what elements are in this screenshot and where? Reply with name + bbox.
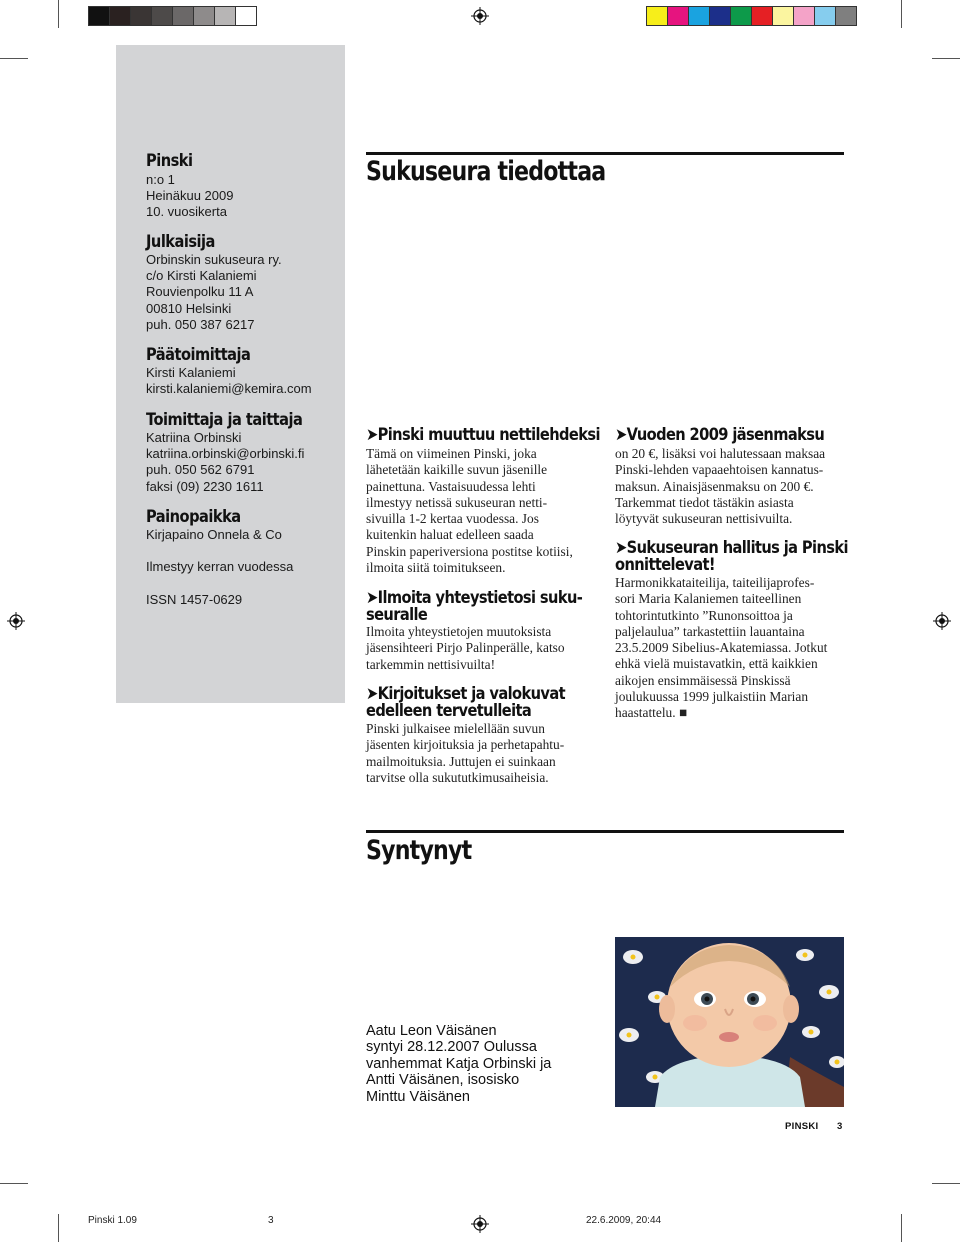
crop-mark (0, 1183, 28, 1184)
body-line: painettuna. Vastaisuudessa lehti (366, 478, 536, 494)
crop-mark (58, 0, 59, 28)
sidebar-line: Rouvienpolku 11 A (146, 284, 254, 299)
color-swatch (215, 7, 236, 25)
sidebar-heading: Painopaikka (146, 507, 241, 527)
slug-filename: Pinski 1.09 (88, 1215, 137, 1226)
color-swatch (236, 7, 256, 25)
crop-mark (0, 58, 28, 59)
slug-page: 3 (268, 1215, 274, 1226)
announcement-line: Minttu Väisänen (366, 1088, 470, 1105)
article-heading (615, 540, 848, 574)
registration-mark-icon (471, 1215, 489, 1233)
body-line: paljelaulua” tarkastettiin lauantaina (615, 623, 805, 639)
body-line: joulukuussa 1999 julkaistiin Marian (615, 689, 809, 705)
body-line: kuitenkin haluat edelleen saada (366, 527, 534, 543)
registration-mark-icon (7, 612, 25, 630)
sidebar-line: 00810 Helsinki (146, 301, 232, 316)
body-line: sivuilla 1-2 kertaa vuodessa. Jos (366, 511, 539, 527)
article-heading (366, 686, 565, 720)
crop-mark (932, 1183, 960, 1184)
crop-mark (901, 1214, 902, 1242)
sidebar-line: faksi (09) 2230 1611 (146, 479, 264, 494)
body-line: ehkä vielä muistavatkin, että kaikkien (615, 656, 818, 672)
sidebar-line: Katriina Orbinski (146, 430, 242, 445)
color-swatch (647, 7, 668, 25)
section-title: Syntynyt (366, 835, 472, 866)
color-swatch (731, 7, 752, 25)
article-heading-line: ➤Ilmoita yhteystietosi suku- (366, 588, 583, 608)
announcement-line: Aatu Leon Väisänen (366, 1023, 497, 1039)
body-line: Ilmoita yhteystietojen muutoksista (366, 624, 552, 639)
article-heading-line: onnittelevat! (615, 555, 715, 575)
sidebar-line: n:o 1 (146, 172, 175, 187)
body-line: Pinski julkaisee mielellään suvun (366, 721, 545, 736)
body-line: lähetetään kaikille suvun jäsenille (366, 462, 548, 478)
body-line: sori Maria Kalaniemen taiteellinen (615, 591, 802, 607)
color-swatch (710, 7, 731, 25)
color-swatch (836, 7, 856, 25)
sidebar-heading: Julkaisija (146, 232, 215, 252)
sidebar-line: puh. 050 387 6217 (146, 317, 255, 332)
color-swatch (89, 7, 110, 25)
article-heading (366, 427, 600, 444)
color-swatch (110, 7, 131, 25)
page-number: 3 (837, 1121, 843, 1132)
color-swatch (794, 7, 815, 25)
color-swatch (668, 7, 689, 25)
article-heading-line: seuralle (366, 605, 428, 625)
body-line: on 20 €, lisäksi voi halutessaan maksaa (615, 446, 826, 461)
registration-mark-icon (471, 7, 489, 25)
body-line: maksun. Ainaisjäsenmaksu on 200 €. (615, 478, 814, 494)
article-body (615, 446, 825, 527)
color-swatch (689, 7, 710, 25)
birth-announcement (366, 1023, 551, 1105)
article-body (366, 446, 573, 576)
article-heading-line: ➤Vuoden 2009 jäsenmaksu (615, 425, 825, 445)
article-body (615, 575, 827, 722)
article-heading-line: edelleen tervetulleita (366, 701, 532, 721)
grey-color-bar (88, 6, 257, 26)
sidebar-line: Kirsti Kalaniemi (146, 365, 236, 380)
sidebar-line: kirsti.kalaniemi@kemira.com (146, 381, 312, 396)
registration-mark-icon (933, 612, 951, 630)
section-rule (366, 830, 844, 833)
body-line: jäsenten kirjoituksia ja perhetapahtu- (366, 737, 565, 753)
body-line: tarkemmin nettisivuilta! (366, 656, 496, 672)
sidebar-line: puh. 050 562 6791 (146, 462, 255, 477)
sidebar-line: Heinäkuu 2009 (146, 188, 234, 203)
color-swatch (194, 7, 215, 25)
body-line: ilmestyy netissä sukuseuran netti- (366, 494, 548, 510)
article-heading (366, 590, 582, 624)
slug-date: 22.6.2009, 20:44 (586, 1215, 662, 1226)
body-line: tarvitse olla sukututkimusaiheisia. (366, 769, 549, 785)
sidebar-line: 10. vuosikerta (146, 204, 227, 219)
article-heading-line: ➤Sukuseuran hallitus ja Pinski (615, 538, 848, 558)
publication-frequency: Ilmestyy kerran vuodessa (146, 559, 294, 574)
color-swatch (131, 7, 152, 25)
body-line: mailmoituksia. Juttujen ei suinkaan (366, 753, 556, 769)
color-swatch (752, 7, 773, 25)
masthead-sidebar (116, 45, 345, 703)
body-line: 23.5.2009 Sibelius-Akatemiassa. Jotkut (615, 640, 828, 656)
folio-name: PINSKI (785, 1121, 819, 1132)
body-line: Harmonikkataiteilija, taiteilijaprofes- (615, 575, 815, 590)
color-swatch (152, 7, 173, 25)
body-line: Tarkemmat tiedot tästäkin asiasta (615, 494, 794, 510)
sidebar-line: Kirjapaino Onnela & Co (146, 527, 282, 542)
sidebar-line: c/o Kirsti Kalaniemi (146, 268, 257, 283)
section-rule (366, 152, 844, 155)
issn: ISSN 1457-0629 (146, 592, 243, 607)
baby-photo (615, 937, 844, 1107)
sidebar-heading: Päätoimittaja (146, 345, 251, 365)
body-line: Tämä on viimeinen Pinski, joka (366, 446, 537, 461)
body-line: jäsensihteeri Pirjo Palinperälle, katso (366, 640, 565, 656)
body-line: aikojen ensimmäisessä Pinskissä (615, 672, 791, 688)
announcement-line: syntyi 28.12.2007 Oulussa (366, 1039, 537, 1056)
color-swatch (773, 7, 794, 25)
announcement-line: vanhemmat Katja Orbinski ja (366, 1055, 552, 1072)
baby-photo-illustration (615, 937, 844, 1107)
color-swatch (815, 7, 836, 25)
article-body (366, 721, 564, 786)
section-title: Sukuseura tiedottaa (366, 156, 606, 187)
sidebar-line: katriina.orbinski@orbinski.fi (146, 446, 305, 461)
sidebar-heading: Toimittaja ja taittaja (146, 410, 303, 430)
crop-mark (932, 58, 960, 59)
article-heading-line: ➤Pinski muuttuu nettilehdeksi (366, 425, 600, 445)
body-line: haastattelu. ■ (615, 705, 688, 721)
body-line: löytyvät sukuseuran nettisivuilta. (615, 511, 793, 527)
sidebar-heading: Pinski (146, 151, 193, 171)
process-color-bar (646, 6, 857, 26)
announcement-line: Antti Väisänen, isosisko (366, 1072, 520, 1089)
color-swatch (173, 7, 194, 25)
body-line: tohtorintutkinto ”Runonsoittoa ja (615, 607, 793, 623)
sidebar-line: Orbinskin sukuseura ry. (146, 252, 282, 267)
body-line: Pinskin paperiversiona postitse kotiisi, (366, 543, 573, 559)
body-line: ilmoita siitä toimitukseen. (366, 560, 506, 576)
body-line: Pinski-lehden vapaaehtoisen kannatus- (615, 462, 824, 478)
article-heading (615, 427, 824, 444)
crop-mark (58, 1214, 59, 1242)
article-body (366, 624, 565, 673)
crop-mark (901, 0, 902, 28)
article-heading-line: ➤Kirjoitukset ja valokuvat (366, 684, 565, 704)
